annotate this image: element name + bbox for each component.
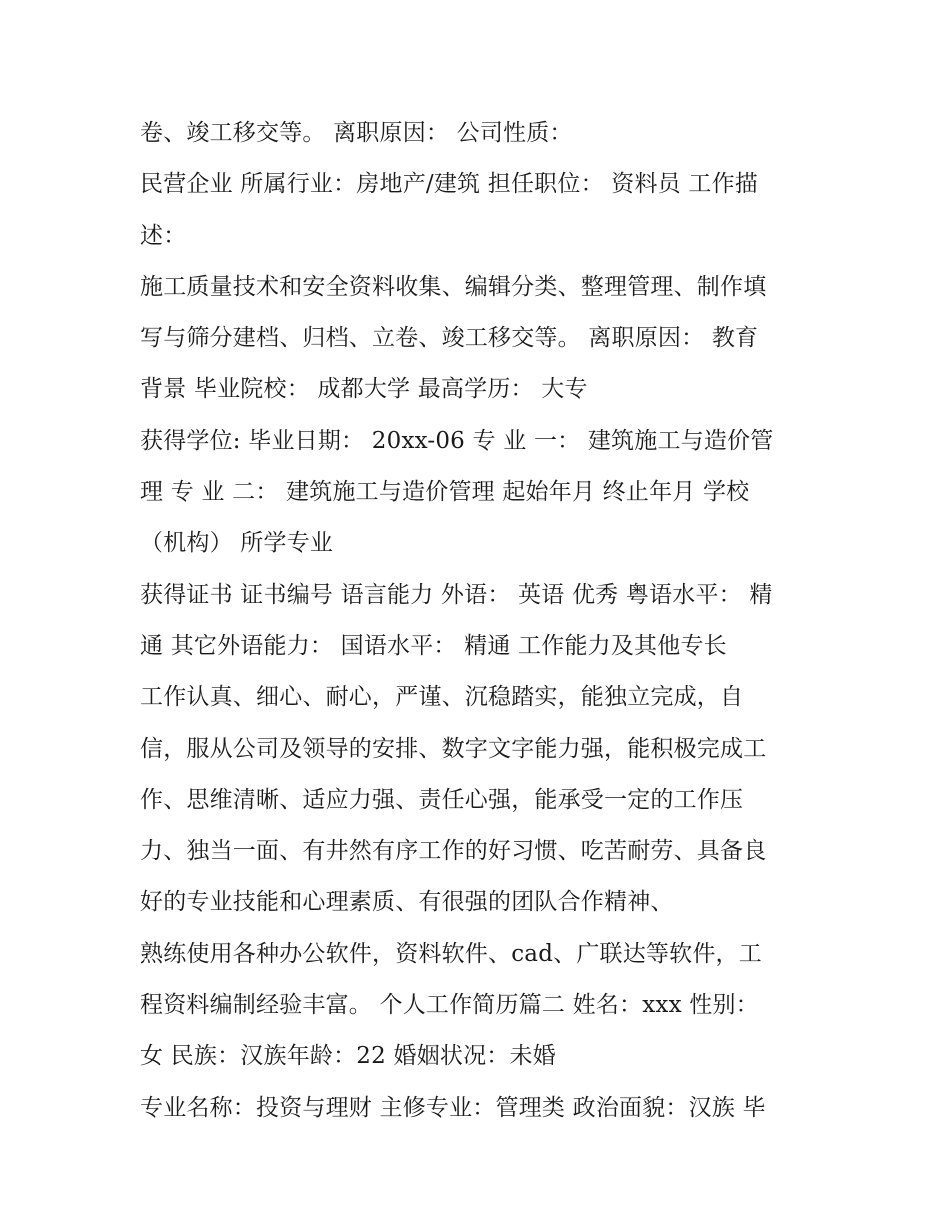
text-line: 卷、竣工移交等。 离职原因： 公司性质： [140,120,573,146]
text-line: 工作认真、细心、耐心，严谨、沉稳踏实，能独立完成，自 [140,684,744,711]
document-body [140,108,830,1134]
text-line: 民营企业 所属行业：房地产/建筑 担任职位： 资料员 工作描 [140,171,758,198]
text-line: 力、独当一面、有井然有序工作的好习惯、吃苦耐劳、具备良 [140,838,767,865]
text-line: 获得证书 证书编号 语言能力 外语： 英语 优秀 粤语水平： 精 [140,581,773,608]
text-line: 述： [140,222,187,249]
text-line: 好的专业技能和心理素质、有很强的团队合作精神、 [140,889,674,916]
text-line: 获得学位: 毕业日期： 20xx-06 专 业 一： 建筑施工与造价管 [140,427,774,454]
text-line: 女 民族：汉族年龄：22 婚姻状况：未婚 [140,1043,556,1070]
text-line: 作、思维清晰、适应力强、责任心强，能承受一定的工作压 [140,786,744,813]
text-line: 程资料编制经验丰富。 个人工作简历篇二 姓名：xxx 性别： [140,992,759,1019]
text-line: 通 其它外语能力： 国语水平： 精通 工作能力及其他专长 [140,632,727,659]
text-line: 背景 毕业院校： 成都大学 最高学历： 大专 [140,376,588,403]
text-line: 信，服从公司及领导的安排、数字文字能力强，能积极完成工 [140,735,767,762]
text-line: 专业名称：投资与理财 主修专业：管理类 政治面貌：汉族 毕 [140,1094,766,1121]
text-line: 熟练使用各种办公软件，资料软件、cad、广联达等软件，工 [140,940,762,967]
text-line: （机构） 所学专业 [140,530,334,557]
text-line: 写与筛分建档、归档、立卷、竣工移交等。 离职原因： 教育 [140,325,759,352]
text-line: 理 专 业 二： 建筑施工与造价管理 起始年月 终止年月 学校 [140,479,750,506]
text-line: 施工质量技术和安全资料收集、编辑分类、整理管理、制作填 [140,273,767,300]
